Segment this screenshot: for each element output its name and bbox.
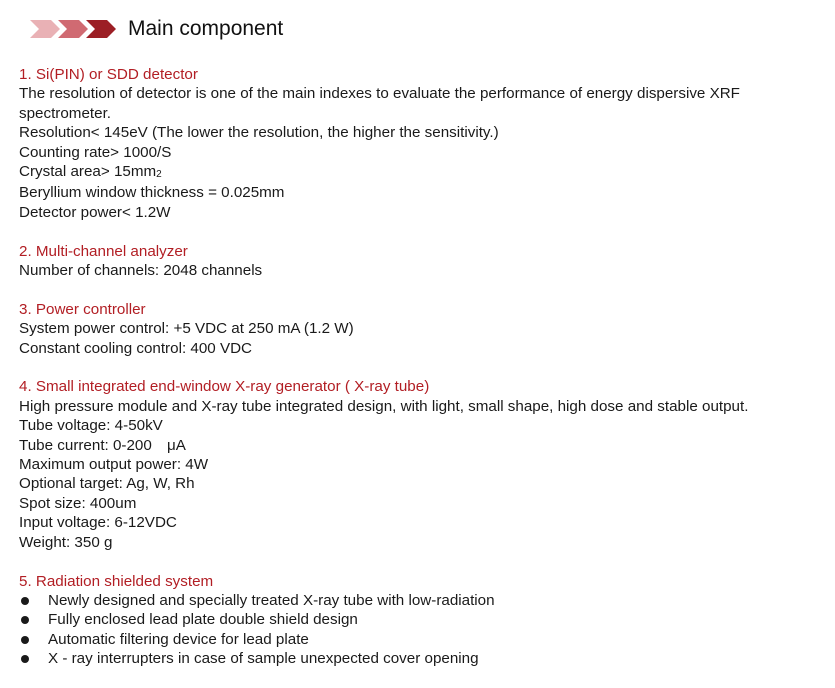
spec-line: Constant cooling control: 400 VDC	[19, 339, 253, 357]
list-item	[19, 610, 829, 629]
chevron-light-icon	[30, 20, 60, 38]
section-title: 4. Small integrated end-window X-ray generator ( X-ray tube)	[19, 378, 430, 396]
unit-subscript: 2	[156, 169, 162, 181]
section-title: 5. Radiation shielded system	[19, 572, 214, 590]
section-power-controller	[19, 300, 829, 358]
bullet-dot-icon	[21, 616, 29, 624]
list-item-text: Fully enclosed lead plate double shield design	[48, 611, 358, 629]
chevron-arrows-icon	[30, 18, 120, 40]
bullet-list	[19, 591, 829, 669]
page-title: Main component	[128, 17, 284, 40]
spec-line: Maximum output power: 4W	[19, 456, 209, 474]
spec-line: Tube voltage: 4-50kV	[19, 417, 163, 435]
spec-line-crystal-area	[19, 162, 829, 183]
section-xray-generator	[19, 377, 829, 552]
list-item	[19, 630, 829, 649]
spec-line: Resolution< 145eV (The lower the resolution, the higher the sensitivity.)	[19, 124, 499, 142]
chevron-dark-icon	[86, 20, 116, 38]
spec-line: Beryllium window thickness = 0.025mm	[19, 184, 285, 202]
section-analyzer	[19, 242, 829, 281]
spec-line: Number of channels: 2048 channels	[19, 262, 263, 280]
list-item-text: Automatic filtering device for lead plate	[48, 630, 309, 648]
spec-content	[19, 65, 829, 688]
spec-line: Weight: 350 g	[19, 533, 113, 551]
spec-line: Input voltage: 6-12VDC	[19, 514, 177, 532]
list-item	[19, 591, 829, 610]
chevron-mid-icon	[58, 20, 88, 38]
spec-line: System power control: +5 VDC at 250 mA (1.2 W)	[19, 320, 354, 338]
spec-text: Crystal area> 15mm	[19, 163, 157, 181]
bullet-dot-icon	[21, 636, 29, 644]
bullet-dot-icon	[21, 597, 29, 605]
list-item	[19, 649, 829, 668]
bullet-dot-icon	[21, 655, 29, 663]
spec-line: Optional target: Ag, W, Rh	[19, 475, 195, 493]
section-title: 2. Multi-channel analyzer	[19, 242, 188, 260]
section-radiation-shield	[19, 572, 829, 669]
spec-line: Counting rate> 1000/S	[19, 143, 172, 161]
list-item-text: X - ray interrupters in case of sample unexpected cover opening	[48, 650, 479, 668]
spec-line: Spot size: 400um	[19, 494, 137, 512]
spec-line: The resolution of detector is one of the main indexes to evaluate the performance of energy dispersive XRF spectrometer.	[19, 85, 740, 122]
section-detector	[19, 65, 829, 222]
spec-line: Detector power< 1.2W	[19, 203, 171, 221]
section-header	[30, 14, 283, 44]
section-title: 3. Power controller	[19, 300, 146, 318]
spec-line: High pressure module and X-ray tube integrated design, with light, small shape, high dose and stable output.	[19, 397, 749, 415]
section-title: 1. Si(PIN) or SDD detector	[19, 66, 198, 83]
list-item-text: Newly designed and specially treated X-ray tube with low-radiation	[48, 591, 495, 609]
spec-line: Tube current: 0-200 μA	[19, 436, 186, 454]
